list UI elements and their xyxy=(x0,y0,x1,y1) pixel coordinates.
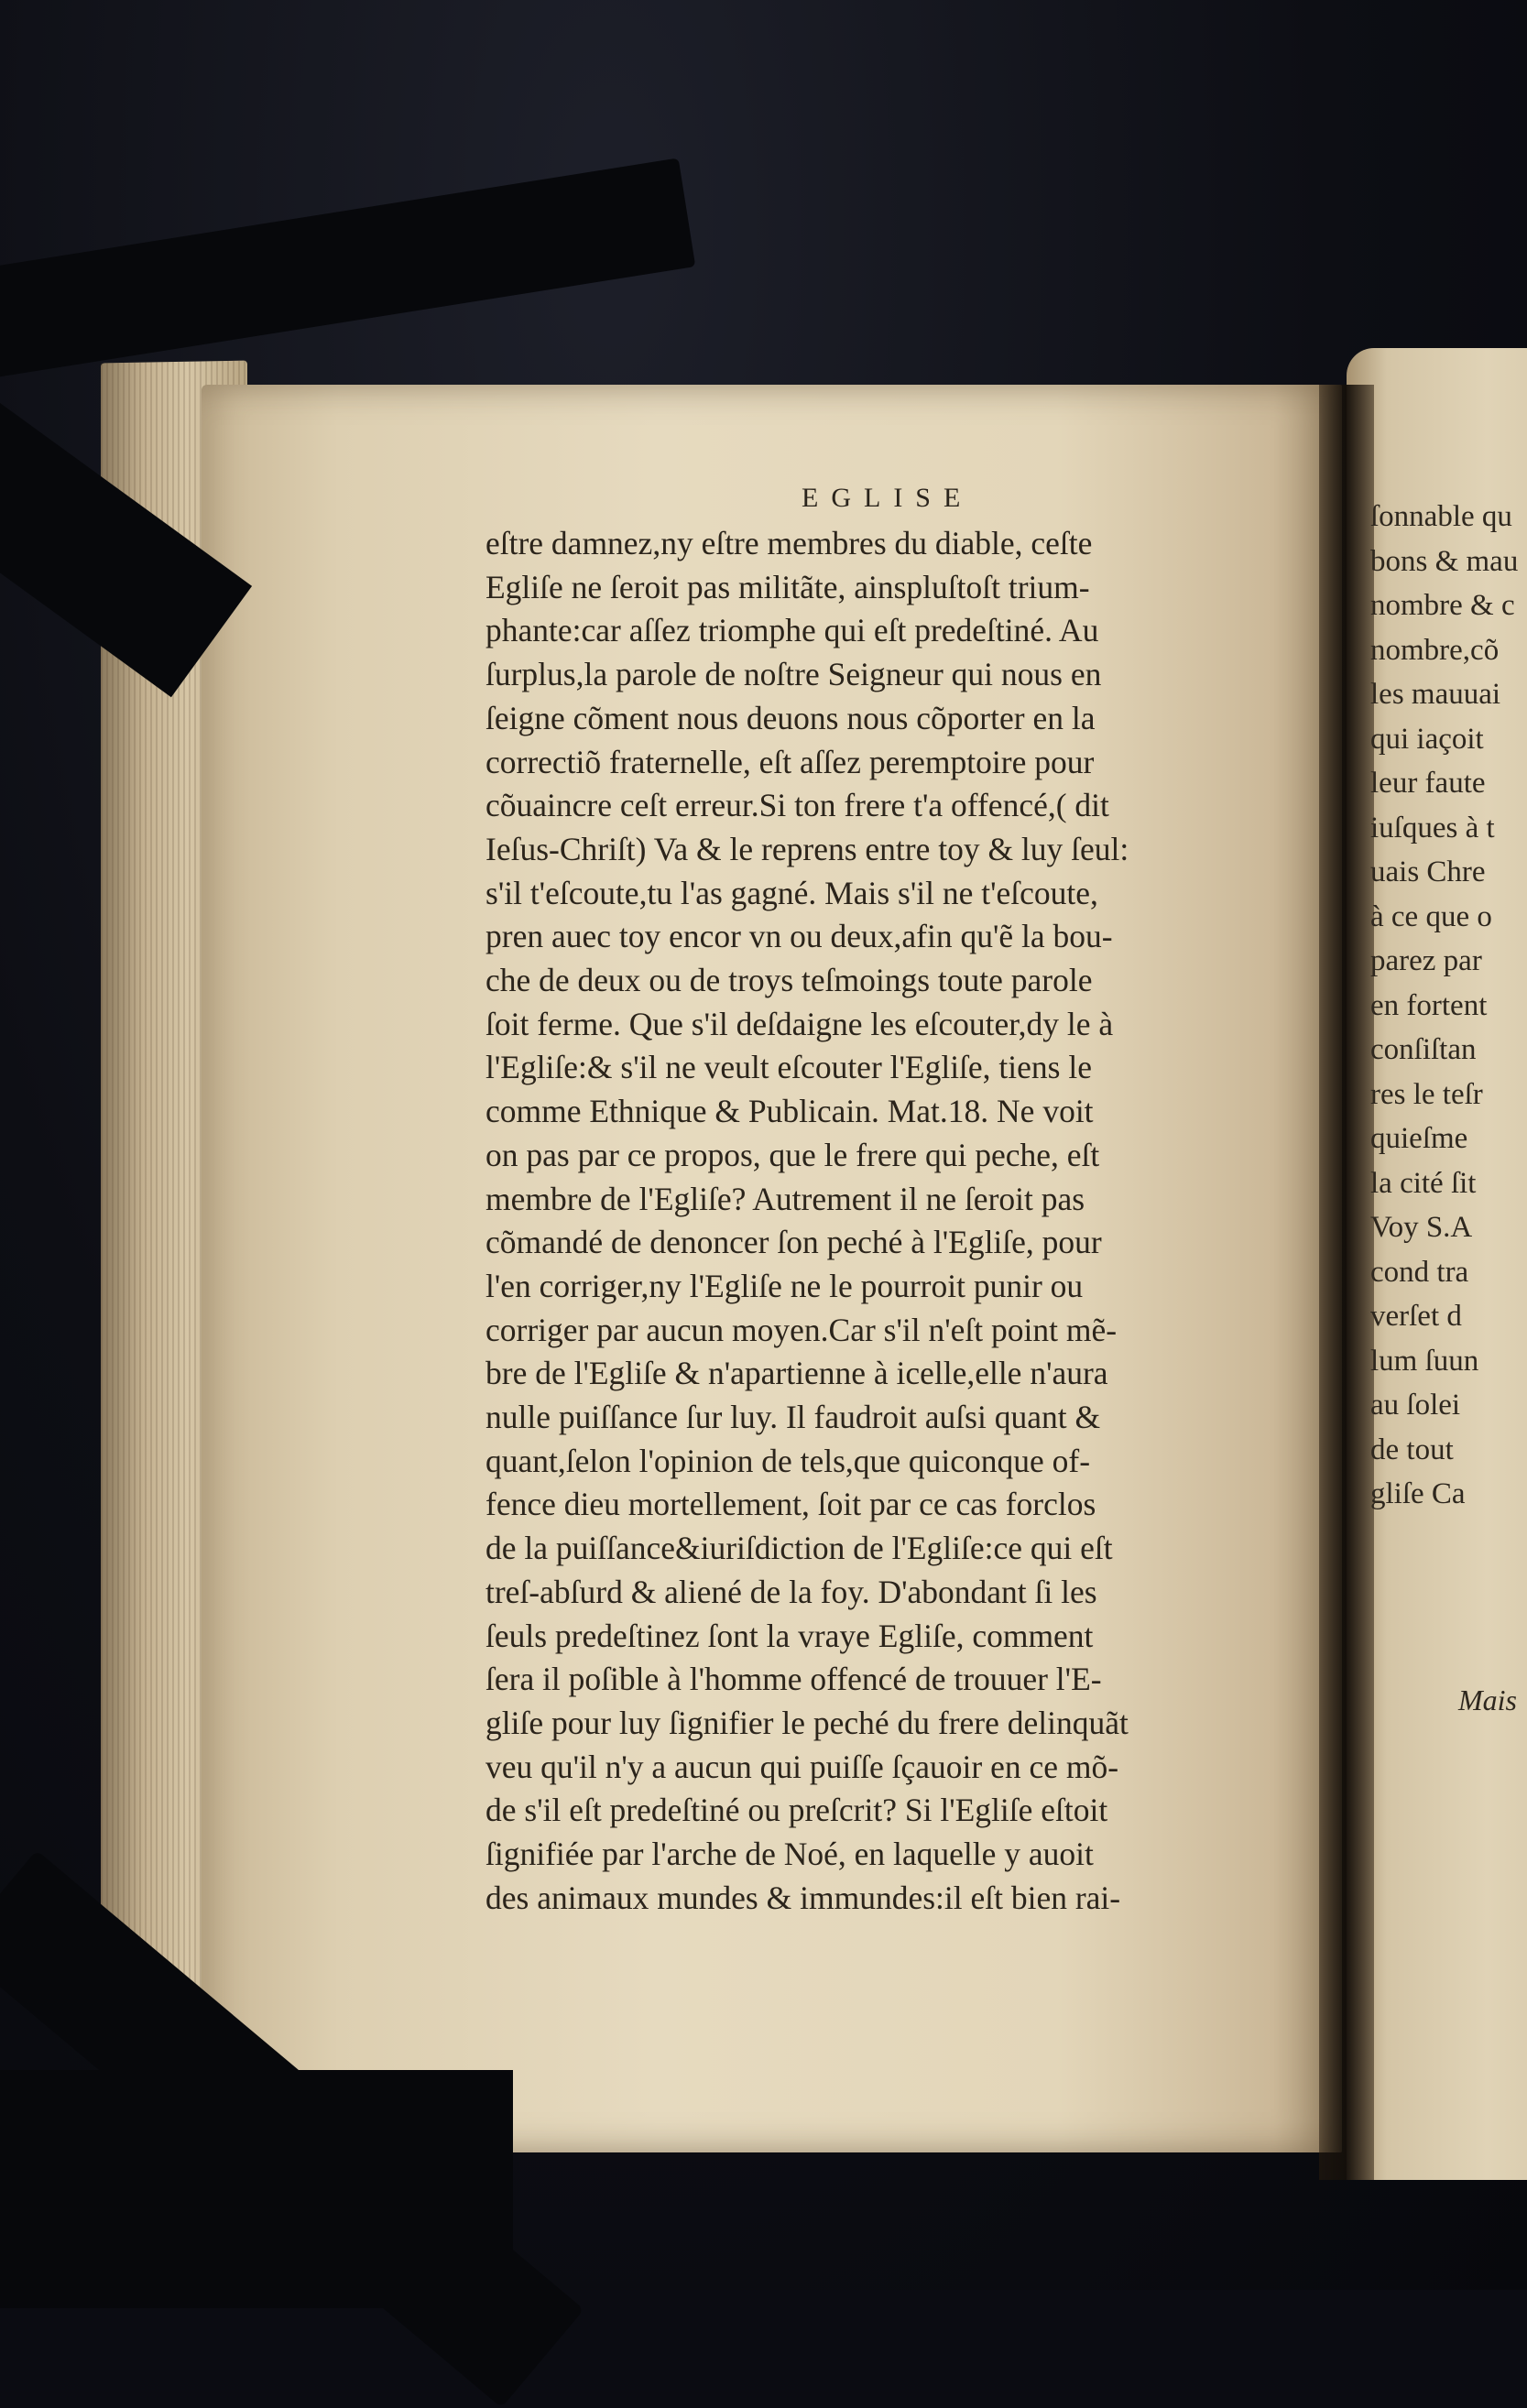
running-head: EGLISE xyxy=(802,483,974,513)
text-line: correctiõ fraternelle, eſt aſſez peremptoire pour xyxy=(485,743,1095,780)
text-line: che de deux ou de troys teſmoings toute parole xyxy=(485,962,1093,999)
text-line: ſonnable qu xyxy=(1370,500,1512,533)
text-line: ſeuls predeſtinez ſont la vraye Egliſe, comment xyxy=(485,1617,1094,1654)
text-line: ſignifiée par l'arche de Noé, en laquelle y auoit xyxy=(485,1836,1094,1873)
text-line: uais Chre xyxy=(1370,855,1486,888)
text-line: gliſe Ca xyxy=(1370,1477,1466,1510)
text-line: Voy S.A xyxy=(1370,1211,1473,1244)
text-line: des animaux mundes & immundes:il eſt bien rai- xyxy=(485,1879,1121,1916)
text-line: ſeigne cõment nous deuons nous cõporter en la xyxy=(485,699,1096,736)
text-line: verſet d xyxy=(1370,1300,1462,1333)
text-line: Egliſe ne ſeroit pas militãte, ainspluſtoſt trium- xyxy=(485,568,1090,605)
text-line: s'il t'eſcoute,tu l'as gagné. Mais s'il ne t'eſcoute, xyxy=(485,874,1098,911)
text-line: qui iaçoit xyxy=(1370,722,1484,756)
text-line: parez par xyxy=(1370,944,1482,977)
text-line: Ieſus-Chriſt) Va & le reprens entre toy & luy ſeul: xyxy=(485,830,1129,867)
text-line: ſurplus,la parole de noſtre Seigneur qui nous en xyxy=(485,656,1102,693)
text-line: comme Ethnique & Publicain. Mat.18. Ne voit xyxy=(485,1093,1094,1130)
text-line: ſoit ferme. Que s'il deſdaigne les eſcouter,dy le à xyxy=(485,1005,1114,1042)
text-line: au ſolei xyxy=(1370,1389,1461,1422)
text-line: quieſme xyxy=(1370,1122,1468,1155)
text-line: on pas par ce propos, que le frere qui peche, eſt xyxy=(485,1136,1100,1173)
text-line: veu qu'il n'y a aucun qui puiſſe ſçauoir en ce mõ- xyxy=(485,1748,1119,1785)
text-line: de s'il eſt predeſtiné ou preſcrit? Si l'Egliſe eſtoit xyxy=(485,1792,1108,1829)
text-line: en fortent xyxy=(1370,988,1488,1022)
text-line: quant,ſelon l'opinion de tels,que quiconque of- xyxy=(485,1442,1091,1479)
text-line: bons & mau xyxy=(1370,544,1519,578)
text-line: cõmandé de denoncer ſon peché à l'Egliſe, pour xyxy=(485,1224,1102,1261)
text-line: nombre,cõ xyxy=(1370,633,1500,667)
text-line: pren auec toy encor vn ou deux,afin qu'ẽ la bou- xyxy=(485,918,1113,955)
text-line: bre de l'Egliſe & n'apartienne à icelle,elle n'aura xyxy=(485,1355,1108,1392)
text-line: conſiſtan xyxy=(1370,1033,1477,1066)
text-line: lum ſuun xyxy=(1370,1344,1479,1378)
text-line: fence dieu mortellement, ſoit par ce cas forclos xyxy=(485,1486,1096,1523)
black-strap-bottom-corner xyxy=(0,2070,513,2308)
text-line: à ce que o xyxy=(1370,899,1492,933)
text-line: nombre & c xyxy=(1370,589,1515,622)
left-page-text xyxy=(485,522,1273,1921)
book-gutter xyxy=(1319,385,1374,2180)
text-line: iuſques à t xyxy=(1370,811,1495,844)
text-line: de la puiſſance&iuriſdiction de l'Egliſe:ce qui eſt xyxy=(485,1530,1113,1567)
text-line: les mauuai xyxy=(1370,678,1501,711)
text-line: corriger par aucun moyen.Car s'il n'eſt point mẽ- xyxy=(485,1311,1118,1348)
text-line: nulle puiſſance ſur luy. Il faudroit auſsi quant & xyxy=(485,1399,1101,1436)
text-line: l'en corriger,ny l'Egliſe ne le pourroit punir ou xyxy=(485,1267,1084,1304)
text-line: l'Egliſe:& s'il ne veult eſcouter l'Egliſe, tiens le xyxy=(485,1049,1092,1086)
text-line: phante:car aſſez triomphe qui eſt predeſtiné. Au xyxy=(485,612,1099,649)
text-line: cond tra xyxy=(1370,1255,1469,1289)
catchword: Mais xyxy=(1458,1683,1517,1716)
text-line: eſtre damnez,ny eſtre membres du diable, ceſte xyxy=(485,525,1093,561)
text-line: de tout xyxy=(1370,1433,1454,1466)
text-line: ſera il poſible à l'homme offencé de trouuer l'E- xyxy=(485,1661,1102,1698)
text-line: la cité ſit xyxy=(1370,1166,1477,1200)
text-line: gliſe pour luy ſignifier le peché du frere delinquãt xyxy=(485,1704,1129,1741)
text-line: cõuaincre ceſt erreur.Si ton frere t'a offencé,( dit xyxy=(485,787,1109,824)
text-line: membre de l'Egliſe? Autrement il ne ſeroit pas xyxy=(485,1180,1085,1217)
text-line: treſ-abſurd & aliené de la foy. D'abondant ſi les xyxy=(485,1573,1097,1610)
text-line: res le teſr xyxy=(1370,1077,1483,1111)
right-page-text xyxy=(1370,495,1527,1517)
text-line: leur faute xyxy=(1370,767,1486,800)
